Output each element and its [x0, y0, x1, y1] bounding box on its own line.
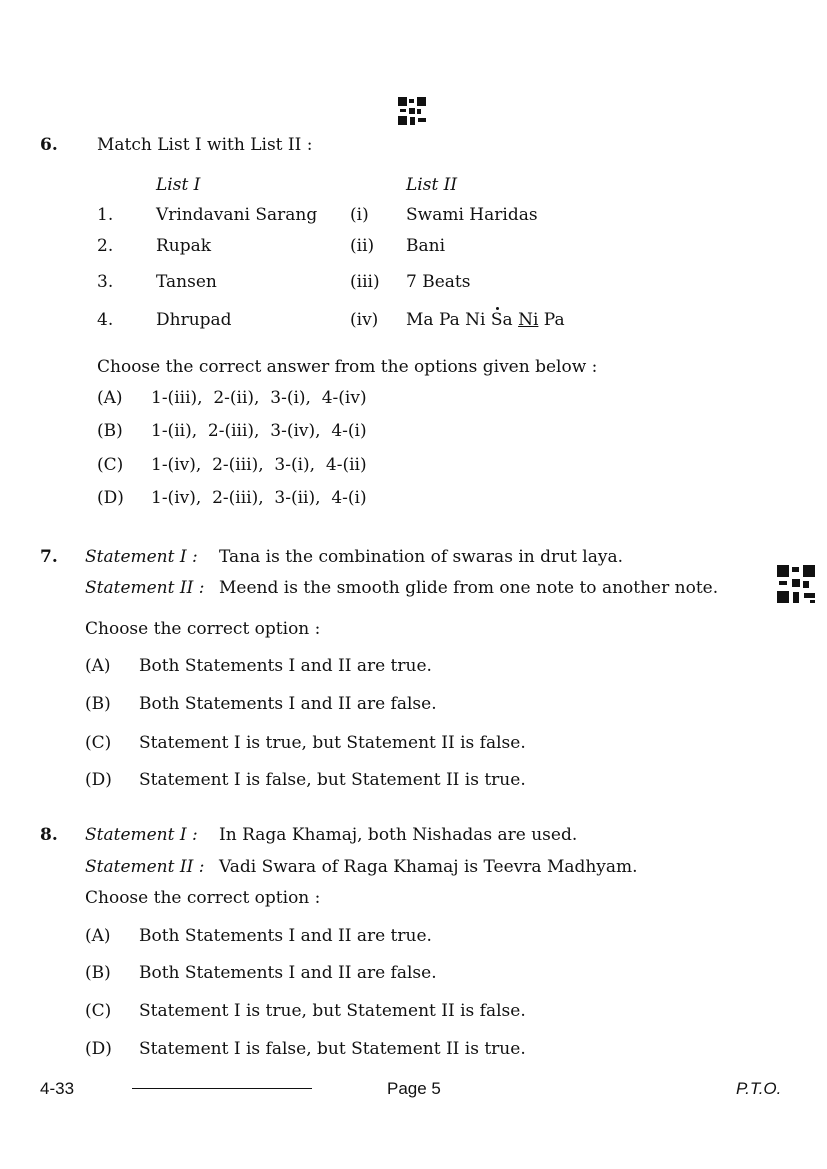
q8-option-c-key: (C) [85, 1001, 112, 1021]
swara-taar-sa: S [490, 310, 503, 330]
question-6-choose: Choose the correct answer from the options given below : [97, 357, 598, 377]
list-row-4-item: Dhrupad [156, 310, 232, 330]
q8-option-b-key: (B) [85, 963, 111, 983]
list-row-1-match: Swami Haridas [406, 205, 538, 225]
q8-option-a-text: Both Statements I and II are true. [139, 926, 432, 946]
footer-pto: P.T.O. [736, 1079, 782, 1098]
q6-option-a-key: (A) [97, 388, 123, 408]
q8-option-b-text: Both Statements I and II are false. [139, 963, 437, 983]
list-row-1-roman: (i) [350, 205, 369, 225]
q7-option-d-key: (D) [85, 770, 112, 790]
swara-notation-mid: a [502, 310, 519, 330]
list-row-4-roman: (iv) [350, 310, 379, 330]
list-row-3-number: 3. [97, 272, 114, 292]
list-row-4-number: 4. [97, 310, 114, 330]
list-row-3-roman: (iii) [350, 272, 380, 292]
q6-option-d-key: (D) [97, 488, 124, 508]
q6-option-d-text: 1-(iv), 2-(iii), 3-(ii), 4-(i) [151, 488, 367, 508]
q7-option-a-key: (A) [85, 656, 111, 676]
question-7-number: 7. [40, 547, 58, 567]
list-row-3-match: 7 Beats [406, 272, 471, 292]
q7-option-b-key: (B) [85, 694, 111, 714]
list-row-2-match: Bani [406, 236, 446, 256]
footer-paper-code: 4-33 [40, 1079, 75, 1098]
list-row-1-item: Vrindavani Sarang [156, 205, 318, 225]
q8-statement-2-label: Statement II : [85, 857, 205, 877]
q7-statement-2-text: Meend is the smooth glide from one note to another note. [219, 578, 719, 598]
q6-option-a-text: 1-(iii), 2-(ii), 3-(i), 4-(iv) [151, 388, 367, 408]
q7-option-c-text: Statement I is true, but Statement II is false. [139, 733, 526, 753]
qr-code-side [777, 565, 815, 603]
question-6-stem: Match List I with List II : [97, 135, 313, 155]
q6-option-b-text: 1-(ii), 2-(iii), 3-(iv), 4-(i) [151, 421, 367, 441]
swara-notation-suffix: Pa [538, 310, 565, 330]
footer-divider [132, 1088, 312, 1089]
q7-statement-2-label: Statement II : [85, 578, 205, 598]
question-6-number: 6. [40, 135, 58, 155]
q8-statement-1-label: Statement I : [85, 825, 198, 845]
swara-komal-ni: Ni [518, 310, 539, 330]
q7-option-b-text: Both Statements I and II are false. [139, 694, 437, 714]
list-row-4-match [406, 310, 565, 330]
question-7-choose: Choose the correct option : [85, 619, 321, 639]
q6-option-c-text: 1-(iv), 2-(iii), 3-(i), 4-(ii) [151, 455, 367, 475]
q8-option-d-text: Statement I is false, but Statement II is true. [139, 1039, 526, 1059]
q7-option-a-text: Both Statements I and II are true. [139, 656, 432, 676]
qr-code-top [398, 97, 426, 125]
list-1-header: List I [156, 175, 201, 195]
list-row-2-item: Rupak [156, 236, 212, 256]
q8-option-a-key: (A) [85, 926, 111, 946]
q7-statement-1-text: Tana is the combination of swaras in drut laya. [219, 547, 624, 567]
q7-option-c-key: (C) [85, 733, 112, 753]
q8-statement-2-text: Vadi Swara of Raga Khamaj is Teevra Madhyam. [219, 857, 638, 877]
q6-option-b-key: (B) [97, 421, 123, 441]
list-row-3-item: Tansen [156, 272, 217, 292]
q7-statement-1-label: Statement I : [85, 547, 198, 567]
list-row-2-number: 2. [97, 236, 114, 256]
q7-option-d-text: Statement I is false, but Statement II is true. [139, 770, 526, 790]
footer-page-number: Page 5 [387, 1079, 441, 1098]
question-8-choose: Choose the correct option : [85, 888, 321, 908]
list-row-2-roman: (ii) [350, 236, 375, 256]
q8-statement-1-text: In Raga Khamaj, both Nishadas are used. [219, 825, 578, 845]
q6-option-c-key: (C) [97, 455, 124, 475]
list-2-header: List II [406, 175, 458, 195]
list-row-1-number: 1. [97, 205, 114, 225]
q8-option-d-key: (D) [85, 1039, 112, 1059]
question-8-number: 8. [40, 825, 58, 845]
q8-option-c-text: Statement I is true, but Statement II is false. [139, 1001, 526, 1021]
swara-notation-prefix: Ma Pa Ni [406, 310, 491, 330]
